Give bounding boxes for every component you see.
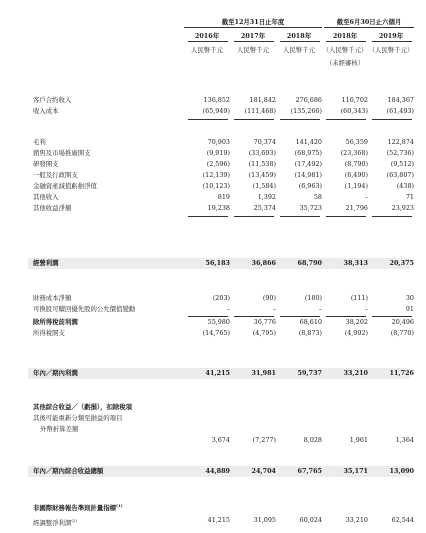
- cell: 56,183: [205, 259, 230, 267]
- cell: 116,702: [341, 96, 368, 104]
- row-label: 其他收益淨額: [33, 204, 72, 212]
- cell: (17,492): [294, 160, 322, 168]
- table-row: [0, 304, 426, 315]
- cell: 31,981: [251, 369, 276, 377]
- cell: 56,359: [345, 138, 368, 146]
- cell: (9,512): [390, 160, 414, 168]
- sum-rule: [188, 216, 228, 217]
- cell: (6,963): [298, 182, 322, 190]
- cell: 68,790: [297, 259, 322, 267]
- row-label: 年內／期內利潤: [33, 369, 78, 377]
- table-row: [0, 424, 426, 435]
- table-row: [0, 328, 426, 339]
- cell: (111): [350, 294, 368, 302]
- cell: (203): [212, 294, 230, 302]
- footnote-marker: (1): [116, 503, 123, 508]
- cell: 8,028: [303, 436, 322, 444]
- cell: 68,610: [299, 318, 322, 326]
- cell: –: [226, 305, 230, 313]
- cell: 23,923: [391, 204, 414, 212]
- year-rule-1: [188, 41, 228, 42]
- cell: (11,538): [248, 160, 276, 168]
- row-label: 研發開支: [33, 160, 59, 168]
- row-label: 收入成本: [33, 107, 59, 115]
- cell: (68,975): [294, 149, 322, 157]
- cell: 60,024: [299, 516, 322, 524]
- cell: 1,392: [257, 193, 276, 201]
- cell: (135,266): [290, 107, 322, 115]
- table-row: [0, 181, 426, 192]
- row-label: 年內／期內綜合收益總額: [33, 467, 104, 475]
- table-row: [0, 192, 426, 203]
- header-year-2018: 2018年: [286, 32, 312, 40]
- cell: –: [272, 305, 276, 313]
- cell: 33,210: [343, 369, 368, 377]
- cell: (10,123): [202, 182, 230, 190]
- header-half-2019: 2019年: [378, 32, 404, 40]
- cell: 38,313: [343, 259, 368, 267]
- table-row: [0, 500, 426, 511]
- cell: (14,981): [294, 171, 322, 179]
- cell: 70,374: [253, 138, 276, 146]
- cell: 36,866: [251, 259, 276, 267]
- unit-col-2: 人民幣千元: [237, 46, 269, 54]
- cell: (63,807): [386, 171, 414, 179]
- cell: (65,949): [202, 107, 230, 115]
- table-row: [0, 435, 426, 446]
- sum-rule: [188, 119, 228, 120]
- row-label: 客戶合約收入: [33, 96, 72, 104]
- table-row: [0, 258, 426, 269]
- table-row: [0, 148, 426, 159]
- cell: (13,459): [248, 171, 276, 179]
- unit-col-5: （人民幣千元）: [368, 46, 414, 54]
- cell: 13,090: [389, 467, 414, 475]
- cell: 36,776: [253, 318, 276, 326]
- row-label: 毛利: [33, 138, 46, 146]
- cell: 55,980: [207, 318, 230, 326]
- cell: (438): [396, 182, 414, 190]
- table-row: [0, 413, 426, 424]
- cell: 41,215: [207, 516, 230, 524]
- table-row: [0, 466, 426, 477]
- cell: 21,796: [345, 204, 368, 212]
- cell: 184,367: [387, 96, 414, 104]
- row-label: 其後可能重新分類至損益的項目: [33, 414, 123, 422]
- cell: 20,375: [389, 259, 414, 267]
- year-rule-5: [372, 41, 412, 42]
- table-row: [0, 106, 426, 117]
- sum-rule: [234, 119, 274, 120]
- header-group-year: 截至12月31日止年度: [221, 18, 285, 26]
- cell: –: [318, 305, 322, 313]
- cell: 71: [405, 193, 414, 201]
- cell: (180): [304, 294, 322, 302]
- row-label: [33, 500, 123, 514]
- table-row: [0, 293, 426, 304]
- cell: 24,704: [251, 467, 276, 475]
- row-label: 經營利潤: [33, 259, 59, 267]
- cell: 41,215: [205, 369, 230, 377]
- cell: 35,171: [343, 467, 368, 475]
- row-label: [33, 515, 77, 529]
- sum-rule: [372, 216, 412, 217]
- cell: (111,468): [244, 107, 276, 115]
- table-row: [0, 317, 426, 328]
- row-label: 外幣折算差額: [40, 425, 79, 433]
- cell: 25,374: [253, 204, 276, 212]
- year-rule-3: [280, 41, 320, 42]
- cell: –: [364, 305, 368, 313]
- cell: (8,873): [298, 329, 322, 337]
- sum-rule: [326, 216, 366, 217]
- cell: (9,919): [206, 149, 230, 157]
- table-row: [0, 368, 426, 379]
- header-year-2017: 2017年: [240, 32, 266, 40]
- cell: 67,765: [297, 467, 322, 475]
- table-row: [0, 515, 426, 526]
- cell: 122,874: [387, 138, 414, 146]
- cell: 141,420: [295, 138, 322, 146]
- cell: 62,544: [391, 516, 414, 524]
- unaudited-note: （未經審核）: [325, 59, 365, 67]
- cell: (4,992): [344, 329, 368, 337]
- row-label: 除所得稅前利潤: [33, 318, 78, 326]
- cell: 30: [405, 294, 414, 302]
- year-rule-2: [234, 41, 274, 42]
- sum-rule: [234, 216, 274, 217]
- row-label: 銷售及市場推廣開支: [33, 149, 91, 157]
- header-group-year-rule: [184, 27, 322, 28]
- cell: 276,686: [295, 96, 322, 104]
- unit-col-3: 人民幣千元: [283, 46, 315, 54]
- table-row: [0, 402, 426, 413]
- cell: 1,364: [395, 436, 414, 444]
- cell: 31,095: [253, 516, 276, 524]
- cell: (12,139): [202, 171, 230, 179]
- table-row: [0, 137, 426, 148]
- cell: (1,194): [344, 182, 368, 190]
- table-row: [0, 159, 426, 170]
- cell: (6,490): [344, 171, 368, 179]
- header-group-half: 截至6月30日止六個月: [336, 18, 402, 26]
- table-row: [0, 95, 426, 106]
- cell: 33,210: [345, 516, 368, 524]
- cell: 819: [217, 193, 230, 201]
- row-label: 財務成本淨額: [33, 294, 72, 302]
- cell: 35,723: [299, 204, 322, 212]
- cell: (7,277): [252, 436, 276, 444]
- cell: 70,903: [207, 138, 230, 146]
- cell: (90): [262, 294, 276, 302]
- cell: (8,790): [344, 160, 368, 168]
- cell: (2,596): [206, 160, 230, 168]
- cell: (8,770): [390, 329, 414, 337]
- cell: 58: [313, 193, 322, 201]
- table-row: [0, 170, 426, 181]
- row-label: 一般及行政開支: [33, 171, 78, 179]
- header-group-half-rule: [324, 27, 414, 28]
- cell: (52,736): [386, 149, 414, 157]
- sum-rule: [280, 216, 320, 217]
- cell: (33,693): [248, 149, 276, 157]
- cell: 181,842: [249, 96, 276, 104]
- cell: 1,961: [349, 436, 368, 444]
- header-half-2018: 2018年: [332, 32, 358, 40]
- row-label: 可換股可贖回優先股的公允價值變動: [33, 305, 136, 313]
- unit-col-1: 人民幣千元: [191, 46, 223, 54]
- cell: 59,737: [297, 369, 322, 377]
- cell: (4,795): [252, 329, 276, 337]
- row-label-text: 經調整淨利潤: [33, 519, 72, 528]
- sum-rule: [372, 119, 412, 120]
- cell: 11,726: [389, 369, 414, 377]
- unit-col-4: （人民幣千元）: [322, 46, 368, 54]
- cell: (1,584): [252, 182, 276, 190]
- cell: (23,368): [340, 149, 368, 157]
- sum-rule: [326, 119, 366, 120]
- row-label: 金融資產減值虧損淨值: [33, 182, 97, 190]
- cell: 136,852: [203, 96, 230, 104]
- footnote-marker: (2): [71, 518, 78, 523]
- row-label-text: 非國際財務報告準則計量指標: [33, 504, 117, 513]
- row-label: 所得稅開支: [33, 329, 65, 337]
- cell: 19,238: [207, 204, 230, 212]
- year-rule-4: [326, 41, 366, 42]
- cell: –: [364, 193, 368, 201]
- cell: (60,343): [340, 107, 368, 115]
- cell: (14,765): [202, 329, 230, 337]
- cell: 91: [405, 305, 414, 313]
- header-year-2016: 2016年: [194, 32, 220, 40]
- cell: 3,674: [211, 436, 230, 444]
- table-row: [0, 203, 426, 214]
- cell: 44,889: [205, 467, 230, 475]
- row-label: 其他收入: [33, 193, 59, 201]
- cell: 20,496: [391, 318, 414, 326]
- sum-rule: [280, 119, 320, 120]
- row-label: 其他綜合收益／（虧損），扣除稅項: [33, 403, 133, 411]
- cell: (61,493): [386, 107, 414, 115]
- cell: 38,202: [345, 318, 368, 326]
